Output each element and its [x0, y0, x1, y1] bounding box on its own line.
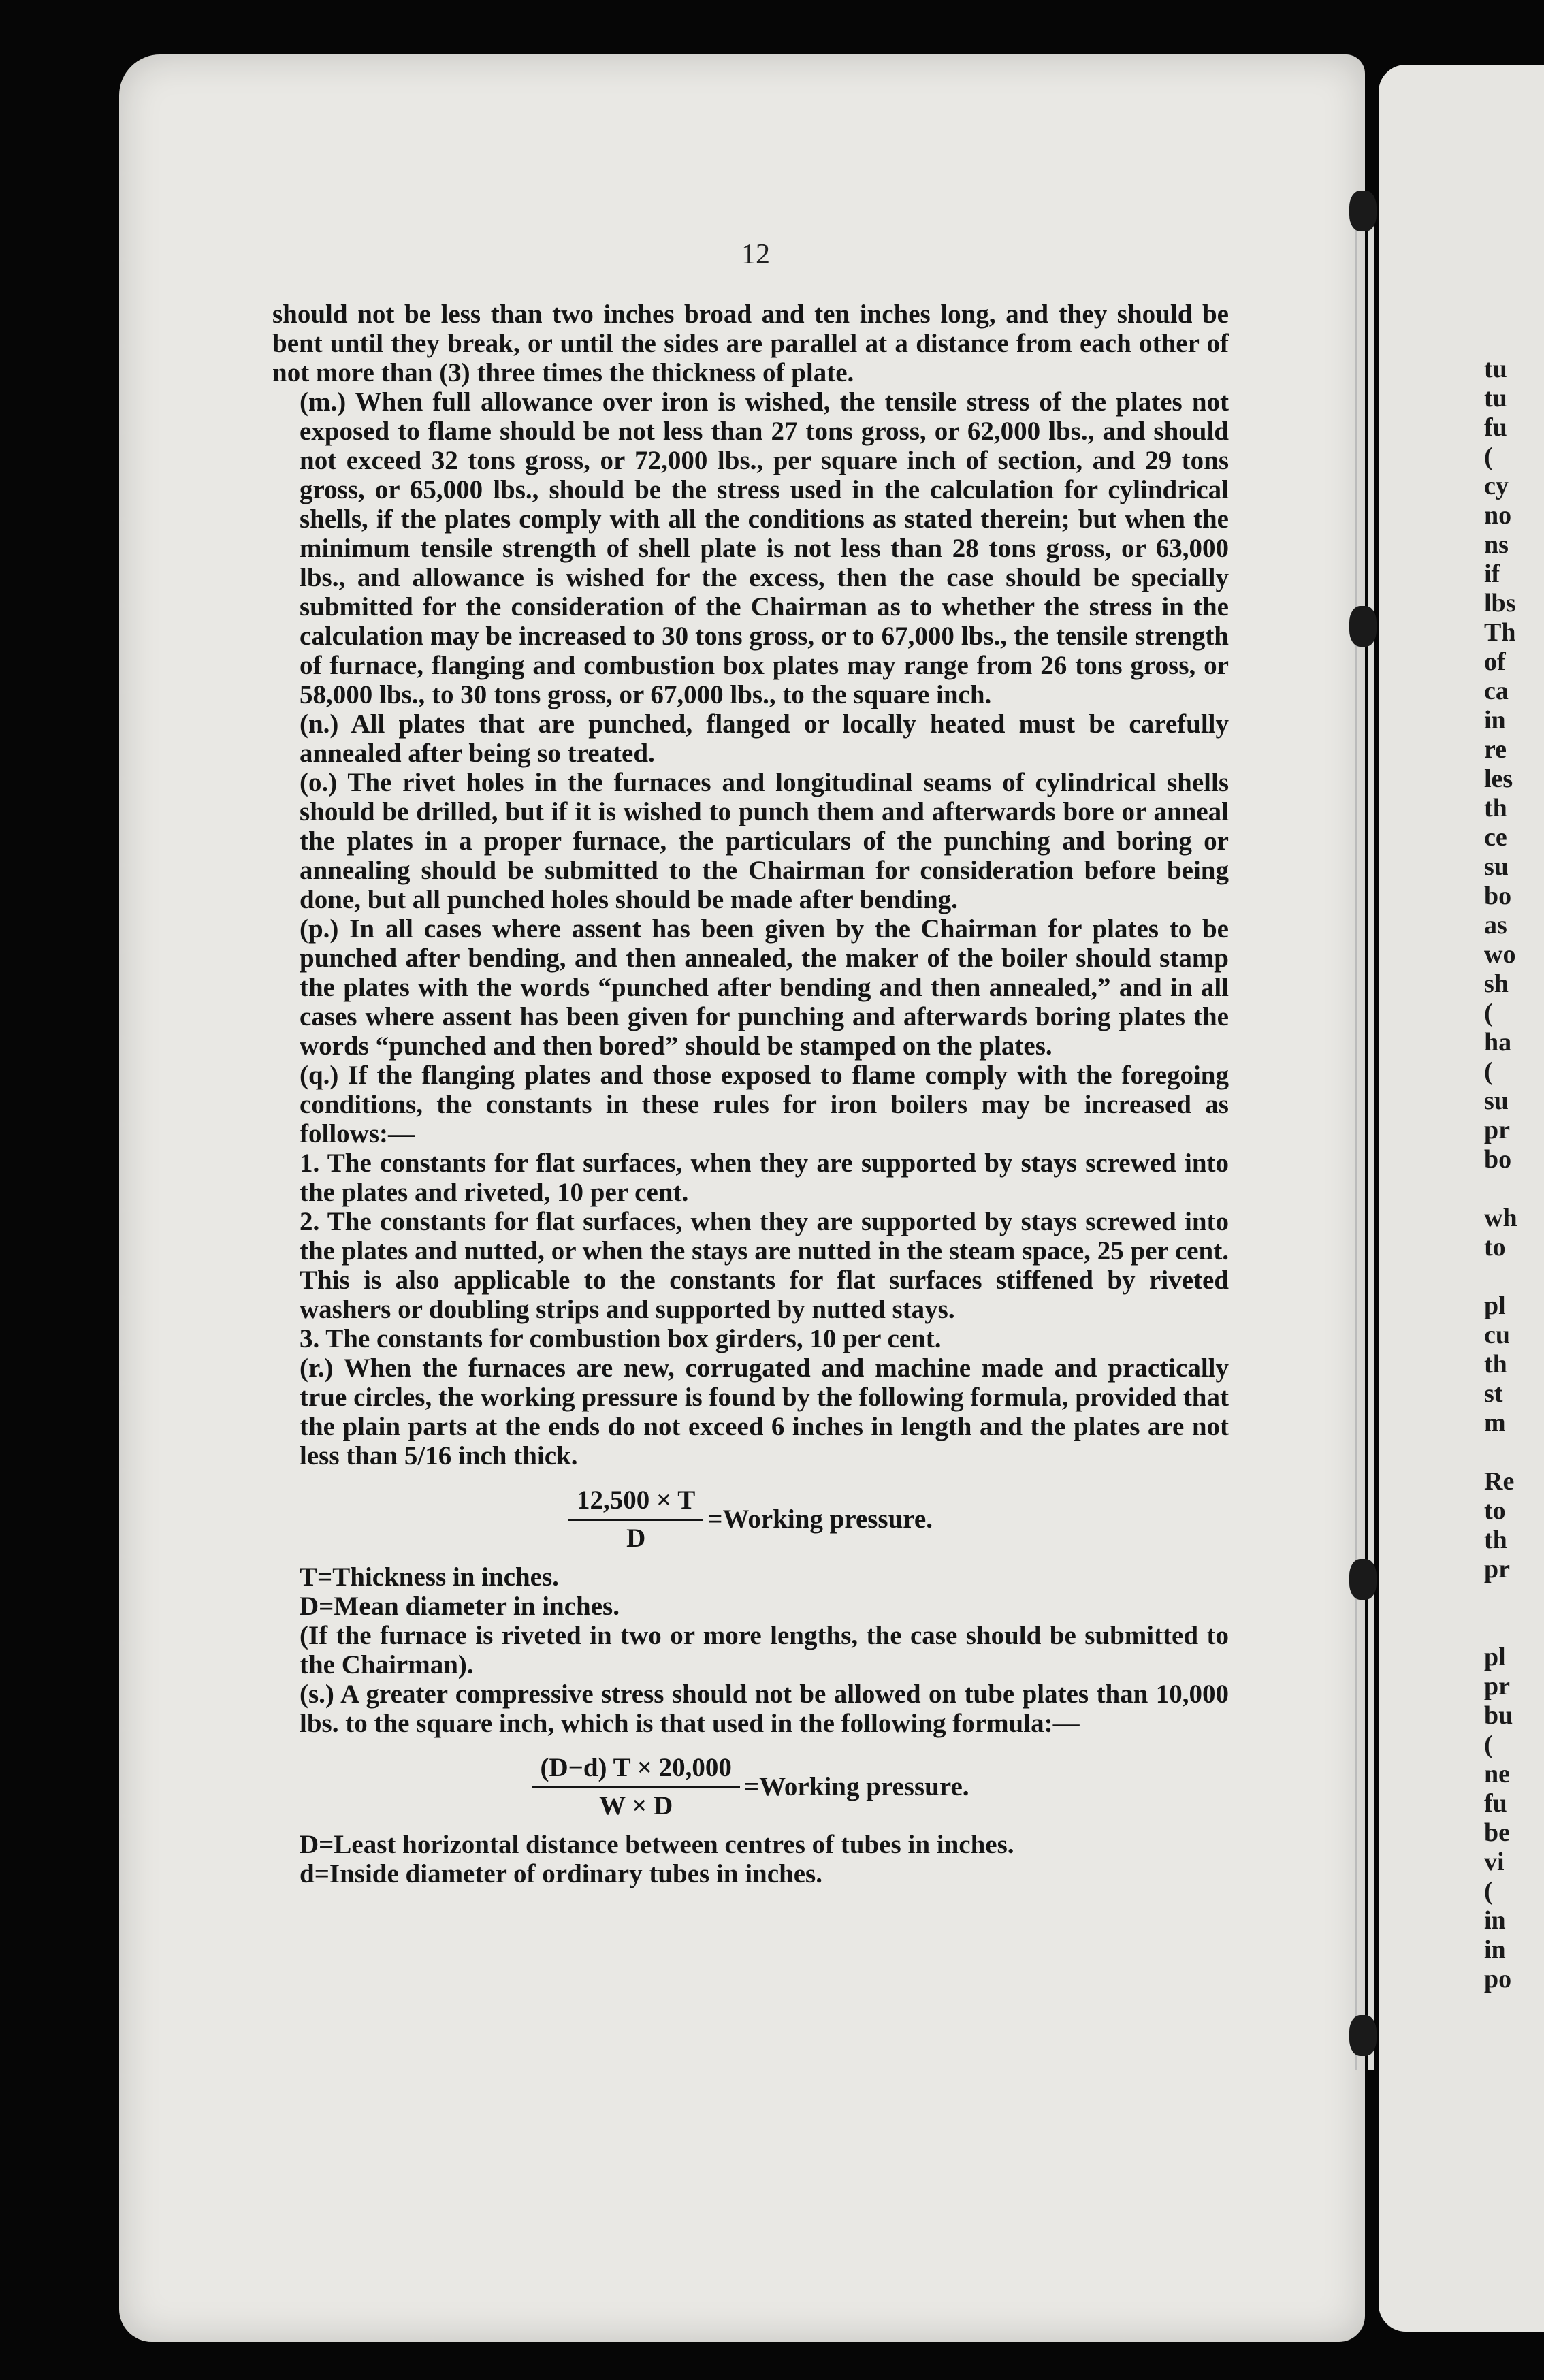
- binding-stitch: [1349, 2015, 1377, 2056]
- facing-page-fragment: th: [1484, 1526, 1507, 1554]
- facing-page-fragment: ne: [1484, 1760, 1510, 1788]
- facing-page-fragment: wh: [1484, 1204, 1517, 1232]
- binding-stitch: [1349, 606, 1377, 647]
- binding-edge: [1355, 197, 1357, 2070]
- facing-page-fragment: ha: [1484, 1028, 1512, 1057]
- list-item-1: 1. The constants for flat surfaces, when they are supported by stays screwed into the plates and riveted, 10 per cent.: [300, 1148, 1229, 1207]
- facing-page-fragment: tu: [1484, 355, 1507, 383]
- facing-page-fragment: lbs: [1484, 589, 1516, 617]
- facing-page-fragment: (: [1484, 1057, 1493, 1086]
- paragraph-o: (o.) The rivet holes in the furnaces and longitudinal seams of cylindrical shells should be drilled, but if it is wished to punch them and afterwards bore or anneal the plates in a proper furnace, the particulars of the punching and boring or annealing should be submitted to the Chairman for consideration before being done, but all punched holes should be made after bending.: [300, 768, 1229, 914]
- facing-page-fragment: th: [1484, 1350, 1507, 1379]
- facing-page-fragment: st: [1484, 1379, 1503, 1408]
- formula-denominator: D: [626, 1524, 646, 1553]
- facing-page-fragment: fu: [1484, 1789, 1507, 1818]
- facing-page-fragment: (: [1484, 1731, 1493, 1759]
- facing-page-fragment: fu: [1484, 413, 1507, 442]
- formula-fraction: [532, 1753, 739, 1820]
- facing-page-fragment: in: [1484, 1906, 1506, 1935]
- facing-page-fragment: bo: [1484, 1145, 1512, 1174]
- binding-gutter: [1368, 197, 1374, 2070]
- facing-page-fragment: th: [1484, 794, 1507, 822]
- definition-d: D=Mean diameter in inches.: [300, 1592, 620, 1621]
- facing-page-fragment: po: [1484, 1965, 1512, 1993]
- facing-page-fragment: to: [1484, 1496, 1506, 1525]
- facing-page-fragment: pl: [1484, 1643, 1506, 1671]
- facing-page-fragment: Re: [1484, 1467, 1515, 1496]
- facing-page-fragment: pl: [1484, 1291, 1506, 1320]
- facing-page-fragment: cu: [1484, 1321, 1510, 1349]
- facing-page-fragment: (: [1484, 999, 1493, 1027]
- facing-page-fragment: to: [1484, 1233, 1506, 1261]
- facing-page-fragment: Th: [1484, 618, 1516, 647]
- facing-page-fragment: pr: [1484, 1672, 1510, 1701]
- facing-page-fragment: pr: [1484, 1116, 1510, 1144]
- facing-page-fragment: no: [1484, 501, 1512, 530]
- facing-page-fragment: be: [1484, 1818, 1510, 1847]
- formula-result: =Working pressure.: [707, 1505, 933, 1534]
- main-text: [272, 300, 1229, 1888]
- facing-page-fragment: of: [1484, 647, 1506, 676]
- facing-page-fragment: vi: [1484, 1848, 1505, 1876]
- facing-page-fragment: in: [1484, 1935, 1506, 1964]
- paragraph-n: (n.) All plates that are punched, flanged or locally heated must be carefully annealed after being so treated.: [300, 709, 1229, 768]
- formula-numerator: (D−d) T × 20,000: [532, 1753, 739, 1788]
- list-item-3: 3. The constants for combustion box girders, 10 per cent.: [300, 1324, 942, 1353]
- paragraph-s: (s.) A greater compressive stress should not be allowed on tube plates than 10,000 lbs. to the square inch, which is that used in the following formula:—: [300, 1679, 1229, 1738]
- facing-page-fragment: su: [1484, 1087, 1509, 1115]
- paragraph-q: (q.) If the flanging plates and those exposed to flame comply with the foregoing conditions, the constants in these rules for iron boilers may be increased as follows:—: [300, 1061, 1229, 1148]
- formula-tube-plates: [272, 1753, 1229, 1820]
- facing-page-fragment: sh: [1484, 969, 1509, 998]
- binding-stitch: [1349, 1559, 1377, 1600]
- page-number: 12: [741, 239, 770, 270]
- facing-page-fragment: bo: [1484, 882, 1512, 910]
- facing-page-fragment: re: [1484, 735, 1507, 764]
- definition-d-inside: d=Inside diameter of ordinary tubes in inches.: [300, 1859, 822, 1888]
- paragraph-r: (r.) When the furnaces are new, corrugated and machine made and practically true circles, the working pressure is found by the following formula, provided that the plain parts at the ends do not exceed 6 inches in length and the plates are not less than 5/16 inch thick.: [300, 1353, 1229, 1470]
- binding-stitch: [1349, 191, 1377, 231]
- formula-numerator: 12,500 × T: [568, 1485, 703, 1521]
- facing-page-fragment: les: [1484, 765, 1513, 793]
- facing-page-fragment: (: [1484, 1877, 1493, 1905]
- facing-page-fragment: tu: [1484, 384, 1507, 413]
- formula-fraction: [568, 1485, 703, 1553]
- facing-page-fragment: in: [1484, 706, 1506, 735]
- note-riveted: (If the furnace is riveted in two or more lengths, the case should be submitted to the Chairman).: [300, 1621, 1229, 1679]
- facing-page-fragment: pr: [1484, 1555, 1510, 1583]
- facing-page-fragment: wo: [1484, 940, 1516, 969]
- facing-page-fragment: (: [1484, 443, 1493, 471]
- paragraph-m: (m.) When full allowance over iron is wished, the tensile stress of the plates not exposed to flame should be not less than 27 tons gross, or 62,000 lbs., and should not exceed 32 tons gross, or 72,000 lbs., per square inch of section, and 29 tons gross, or 65,000 lbs., should be the stress used in the calculation for cylindrical shells, if the plates comply with all the conditions as stated therein; but when the minimum tensile strength of shell plate is not less than 28 tons gross, or 63,000 lbs., and allowance is wished for the excess, then the case should be specially submitted for the consideration of the Chairman as to whether the stress in the calculation may be increased to 30 tons gross, or to 67,000 lbs., the tensile strength of furnace, flanging and combustion box plates may range from 26 tons gross, or 58,000 lbs., to 30 tons gross, or 67,000 lbs., to the square inch.: [300, 387, 1229, 709]
- facing-page-fragment: ce: [1484, 823, 1507, 852]
- facing-page-fragment: cy: [1484, 472, 1509, 500]
- formula-result: =Working pressure.: [743, 1772, 969, 1801]
- list-item-2: 2. The constants for flat surfaces, when they are supported by stays screwed into the plates and nutted, or when the stays are nutted in the steam space, 25 per cent. This is also applicable to the constants for flat surfaces stiffened by riveted washers or doubling strips and supported by nutted stays.: [300, 1207, 1229, 1324]
- facing-page-fragment: ca: [1484, 677, 1509, 705]
- facing-page-fragment: if: [1484, 560, 1500, 588]
- formula-denominator: W × D: [599, 1791, 673, 1820]
- facing-page-fragment: bu: [1484, 1701, 1513, 1730]
- facing-page-fragment: as: [1484, 911, 1507, 939]
- paragraph-p: (p.) In all cases where assent has been given by the Chairman for plates to be punched after bending, and then annealed, the maker of the boiler should stamp the plates with the words “punched after bending and then annealed,” and in all cases where assent has been given for punching and afterwards boring plates the words “punched and then bored” should be stamped on the plates.: [300, 914, 1229, 1061]
- definition-d-distance: D=Least horizontal distance between centres of tubes in inches.: [300, 1830, 1014, 1859]
- paragraph-l-continued: should not be less than two inches broad and ten inches long, and they should be bent until they break, or until the sides are parallel at a distance from each other of not more than (3) three times the thickness of plate.: [272, 300, 1229, 387]
- facing-page-fragment: ns: [1484, 530, 1509, 559]
- facing-page-fragment: m: [1484, 1409, 1506, 1437]
- facing-page-fragment: su: [1484, 852, 1509, 881]
- formula-furnace: [272, 1485, 1229, 1553]
- definition-t: T=Thickness in inches.: [300, 1562, 559, 1592]
